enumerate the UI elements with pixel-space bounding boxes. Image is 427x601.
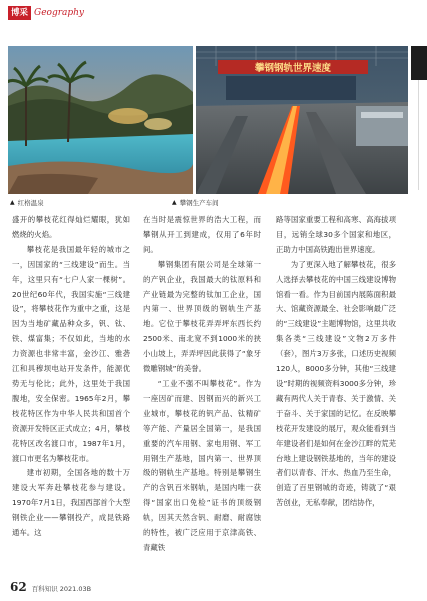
hot-spring-caption-text: 红格温泉 bbox=[17, 199, 44, 207]
page-footer bbox=[10, 580, 91, 594]
article-paragraph: 攀枝花是我国最年轻的城市之一，因国家的“三线建设”而生。当年，这里只有“七户人家一棵树”。20世纪60年代，我国实施“三线建设”，将攀枝花作为重中之重，这是因为当地矿藏品种众多，钒、钛、铁、煤富集；不仅如此，当地的水力资源也非常丰富，金沙江、雅砻江和具穆坝电站开发条件，能源优势无与伦比；此外，这里处于我国腹地，安全保密。1965年2月，攀枝花特区作为中华人民共和国首个资源开发特区正式成立；4月，攀枝花特区改名渡口市，1987年1月，渡口市更名为攀枝花市。 bbox=[12, 244, 130, 463]
article-paragraph: 盛开的攀枝花红得灿烂耀眼，犹如燃烧的火焰。 bbox=[12, 215, 130, 239]
article-column-2 bbox=[143, 213, 261, 583]
article-paragraph: 在当时是震惊世界的浩大工程，而攀钢从开工到建成，仅用了6年时间。 bbox=[143, 215, 261, 254]
workshop-sign-text: 攀钢钢轨世界速度 bbox=[254, 63, 332, 74]
article-paragraph: 攀钢集团有限公司是全球第一的产钒企业，我国最大的钛原料和产业链最为完整的钛加工企业，国内第一、世界顶级的钢轨生产基地。它位于攀枝花弄弄坪东西长约2500米、南北宽不到1000米的狭小山坡上，弄弄坪因此获得了“象牙微雕钢城”的美誉。 bbox=[143, 259, 261, 374]
page-number: 62 bbox=[10, 580, 27, 594]
article-paragraph: 为了更深入地了解攀枝花，很多人选择去攀枝花的中国三线建设博物馆看一看。作为目前国内展陈面积最大、馆藏资源最全、社会影响最广泛的“三线建设”主题博物馆，这里共收集各类“三线建设”文物2万多件（套），图片3万多张，口述历史视频120人，8000多分钟，其他“三线建设”时期的视频资料3000多分钟，珍藏有两代人关于青春、关于激情、关于奋斗、关于家国的记忆。在反映攀枝花开发建设的展厅，观众能看到当年建设者们是如何在金沙江畔的荒芜台地上建设钢铁基地的，当年的建设者们以青春、汗水、热血乃至生命，创造了百里钢城的奇迹，铸就了“艰苦创业，无私奉献，团结协作， bbox=[276, 259, 396, 508]
caption-triangle-icon: ▲ bbox=[10, 199, 15, 206]
magazine-issue: 百科知识 2021.03B bbox=[31, 585, 92, 593]
section-title: Geography bbox=[34, 8, 85, 18]
page-edge-tab bbox=[411, 46, 427, 80]
article-column-1 bbox=[12, 213, 130, 583]
steel-workshop-caption bbox=[172, 198, 219, 207]
article-paragraph: “工业不强不叫攀枝花”。作为一座因矿而建、因钢而兴的新兴工业城市，攀枝花的钒产品、钛精矿等产能、产量居全国第一，是我国重要的汽车用钢、家电用钢、军工用钢生产基地，国内第一、世界顶级的钢轨生产基地。特别是攀钢生产的含钒百米钢轨，是国内唯一获得“国家出口免检”证书的顶级钢轨，因其天然含钒、耐磨、耐腐蚀的特性，被广泛应用于京津高铁、青藏铁 bbox=[143, 378, 261, 552]
steel-workshop-caption-text: 攀钢生产车间 bbox=[179, 199, 219, 207]
caption-triangle-icon: ▲ bbox=[172, 199, 177, 206]
article-paragraph: 路等国家重要工程和高寒、高海拔项目，远销全球30多个国家和地区，正助力中国高铁跑出世界速度。 bbox=[276, 215, 396, 254]
article-paragraph: 建市初期，全国各地的数十万建设大军奔赴攀枝花参与建设。1970年7月1日，我国西部首个大型钢铁企业——攀钢投产，成昆铁路通车。这 bbox=[12, 468, 130, 538]
steel-workshop-photo bbox=[196, 46, 408, 194]
section-badge: 博采 bbox=[8, 6, 31, 20]
hot-spring-caption bbox=[10, 198, 44, 207]
section-header bbox=[8, 6, 84, 20]
page-edge-line bbox=[418, 80, 419, 190]
article-column-3 bbox=[276, 213, 396, 583]
hot-spring-photo bbox=[8, 46, 193, 194]
